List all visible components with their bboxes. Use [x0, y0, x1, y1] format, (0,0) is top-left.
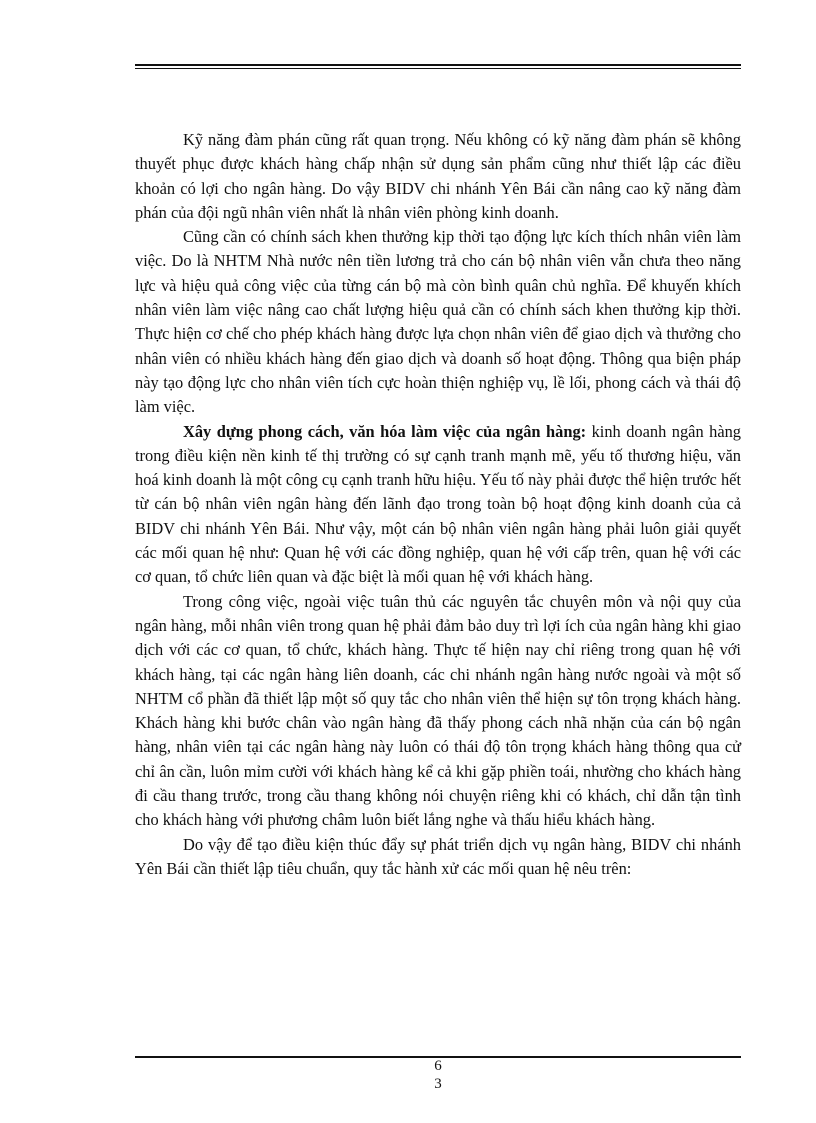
paragraph-1: Kỹ năng đàm phán cũng rất quan trọng. Nếu không có kỹ năng đàm phán sẽ không thuyết phục được khách hàng chấp nhận sử dụng sản phẩm cũng như thiết lập các điều khoản có lợi cho ngân hàng. Do vậy BIDV chi nhánh Yên Bái cần nâng cao kỹ năng đàm phán của đội ngũ nhân viên nhất là nhân viên phòng kinh doanh. — [135, 130, 741, 222]
paragraph-heading: Xây dựng phong cách, văn hóa làm việc của ngân hàng: — [183, 421, 587, 441]
header-rule — [135, 64, 741, 66]
paragraph-5: Do vậy để tạo điều kiện thúc đẩy sự phát triển dịch vụ ngân hàng, BIDV chi nhánh Yên Bái cần thiết lập tiêu chuẩn, quy tắc hành xử các mối quan hệ nêu trên: — [135, 834, 741, 878]
page-number: 6 — [434, 1058, 442, 1074]
page-number-secondary: 3 — [434, 1076, 442, 1092]
header-rule-thin — [135, 68, 741, 69]
paragraph-4: Trong công việc, ngoài việc tuân thủ các nguyên tắc chuyên môn và nội quy của ngân hàng, mỗi nhân viên trong quan hệ phải đảm bảo duy trì lợi ích của ngân hàng khi giao dịch với các cơ quan, tổ chức, khách hàng. Thực tế hiện nay chỉ riêng trong quan hệ với khách hàng, tại các ngân hàng liên doanh, các chi nhánh ngân hàng nước ngoài và một số NHTM cổ phần đã thiết lập một số quy tắc cho nhân viên thể hiện sự tôn trọng khách hàng. Khách hàng khi bước chân vào ngân hàng đã thấy phong cách nhã nhặn của cán bộ ngân hàng, nhân viên tại các ngân hàng này luôn có thái độ tôn trọng khách hàng thông qua cử chỉ ân cần, luôn mỉm cười với khách hàng kể cả khi gặp phiền toái, nhường cho khách hàng đi cầu thang trước, trong cầu thang không nói chuyện riêng khi có khách, chỉ dẫn tận tình cho khách hàng với phương châm luôn biết lắng nghe và thấu hiểu khách hàng. — [135, 591, 741, 830]
document-body — [135, 128, 741, 881]
paragraph-2: Cũng cần có chính sách khen thưởng kịp thời tạo động lực kích thích nhân viên làm việc. Do là NHTM Nhà nước nên tiền lương trả cho cán bộ nhân viên vẫn chưa theo năng lực và hiệu quả công việc của từng cán bộ mà còn bình quân chủ nghĩa. Để khuyến khích nhân viên làm việc nâng cao chất lượng hiệu quả cần có chính sách khen thưởng kịp thời. Thực hiện cơ chế cho phép khách hàng được lựa chọn nhân viên để giao dịch và thưởng cho nhân viên có nhiều khách hàng đến giao dịch và doanh số hoạt động. Thông qua biện pháp này tạo động lực cho nhân viên tích cực hoàn thiện nghiệp vụ, lề lối, phong cách và thái độ làm việc. — [135, 227, 741, 417]
paragraph-3: Xây dựng phong cách, văn hóa làm việc của ngân hàng: kinh doanh ngân hàng trong điều kiện nền kinh tế thị trường có sự cạnh tranh mạnh mẽ, yếu tố thương hiệu, văn hoá kinh doanh là một công cụ cạnh tranh hữu hiệu. Yếu tố này phải được thể hiện trước hết từ cán bộ nhân viên ngân hàng đến lãnh đạo trong toàn bộ hoạt động kinh doanh của cả BIDV chi nhánh Yên Bái. Như vậy, một cán bộ nhân viên ngân hàng phải luôn giải quyết các mối quan hệ như: Quan hệ với các đồng nghiệp, quan hệ với cấp trên, quan hệ với các cơ quan, tổ chức liên quan và đặc biệt là mối quan hệ với khách hàng. — [135, 421, 741, 587]
